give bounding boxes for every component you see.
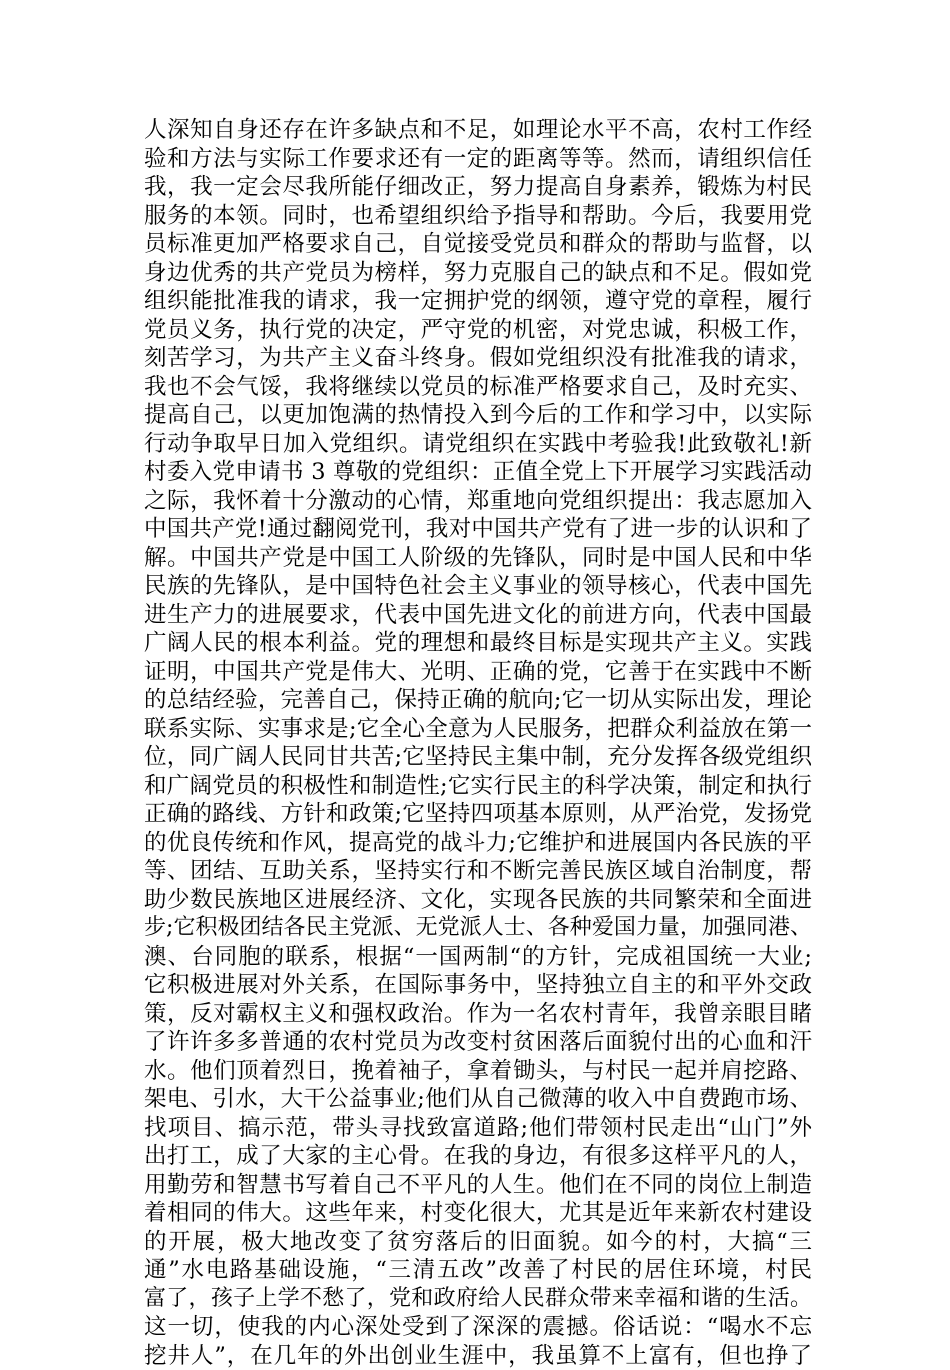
text-line: 富了，孩子上学不愁了，党和政府给人民群众带来幸福和谐的生活。	[144, 1285, 812, 1314]
text-line: 用勤劳和智慧书写着自己不平凡的人生。他们在不同的岗位上制造	[144, 1171, 812, 1200]
text-line: 着相同的伟大。这些年来，村变化很大，尤其是近年来新农村建设	[144, 1199, 812, 1228]
text-line: 证明，中国共产党是伟大、光明、正确的党，它善于在实践中不断	[144, 658, 812, 687]
text-line: 组织能批准我的请求，我一定拥护党的纲领，遵守党的章程，履行	[144, 287, 812, 316]
text-line: 服务的本领。同时，也希望组织给予指导和帮助。今后，我要用党	[144, 202, 812, 231]
text-line: 身边优秀的共产党员为榜样，努力克服自己的缺点和不足。假如党	[144, 259, 812, 288]
text-line: 联系实际、实事求是;它全心全意为人民服务，把群众利益放在第一	[144, 715, 812, 744]
text-line: 架电、引水，大干公益事业;他们从自己微薄的收入中自费跑市场、	[144, 1085, 812, 1114]
text-line: 村委入党申请书 3 尊敬的党组织：正值全党上下开展学习实践活动	[144, 458, 812, 487]
text-line: 的总结经验，完善自己，保持正确的航向;它一切从实际出发，理论	[144, 686, 812, 715]
text-line: 它积极进展对外关系，在国际事务中，坚持独立自主的和平外交政	[144, 971, 812, 1000]
text-line: 澳、台同胞的联系，根据“一国两制“的方针，完成祖国统一大业;	[144, 943, 812, 972]
text-line: 位，同广阔人民同甘共苦;它坚持民主集中制，充分发挥各级党组织	[144, 743, 812, 772]
text-line: 等、团结、互助关系，坚持实行和不断完善民族区域自治制度，帮	[144, 857, 812, 886]
text-line: 出打工，成了大家的主心骨。在我的身边，有很多这样平凡的人，	[144, 1142, 812, 1171]
text-line: 行动争取早日加入党组织。请党组织在实践中考验我!此致敬礼!新	[144, 430, 812, 459]
text-line: 提高自己，以更加饱满的热情投入到今后的工作和学习中，以实际	[144, 401, 812, 430]
text-line: 步;它积极团结各民主党派、无党派人士、各种爱国力量，加强同港、	[144, 914, 812, 943]
text-line: 刻苦学习，为共产主义奋斗终身。假如党组织没有批准我的请求，	[144, 344, 812, 373]
text-line: 挖井人”，在几年的外出创业生涯中，我虽算不上富有，但也挣了	[144, 1342, 812, 1370]
text-line: 了许许多多普通的农村党员为改变村贫困落后面貌付出的心血和汗	[144, 1028, 812, 1057]
text-line: 的优良传统和作风，提高党的战斗力;它维护和进展国内各民族的平	[144, 829, 812, 858]
text-line: 验和方法与实际工作要求还有一定的距离等等。然而，请组织信任	[144, 145, 812, 174]
text-line: 人深知自身还存在许多缺点和不足，如理论水平不高，农村工作经	[144, 116, 812, 145]
text-line: 通”水电路基础设施，“三清五改”改善了村民的居住环境，村民	[144, 1256, 812, 1285]
text-line: 之际，我怀着十分激动的心情，郑重地向党组织提出：我志愿加入	[144, 487, 812, 516]
text-line: 民族的先锋队，是中国特色社会主义事业的领导核心，代表中国先	[144, 572, 812, 601]
text-line: 员标准更加严格要求自己，自觉接受党员和群众的帮助与监督，以	[144, 230, 812, 259]
text-line: 进生产力的进展要求，代表中国先进文化的前进方向，代表中国最	[144, 601, 812, 630]
text-line: 水。他们顶着烈日，挽着袖子，拿着锄头，与村民一起并肩挖路、	[144, 1057, 812, 1086]
text-line: 我，我一定会尽我所能仔细改正，努力提高自身素养，锻炼为村民	[144, 173, 812, 202]
text-line: 党员义务，执行党的决定，严守党的机密，对党忠诚，积极工作，	[144, 316, 812, 345]
text-line: 助少数民族地区进展经济、文化，实现各民族的共同繁荣和全面进	[144, 886, 812, 915]
document-body	[144, 116, 812, 1370]
text-line: 我也不会气馁，我将继续以党员的标准严格要求自己，及时充实、	[144, 373, 812, 402]
text-line: 中国共产党!通过翻阅党刊，我对中国共产党有了进一步的认识和了	[144, 515, 812, 544]
text-line: 广阔人民的根本利益。党的理想和最终目标是实现共产主义。实践	[144, 629, 812, 658]
text-line: 解。中国共产党是中国工人阶级的先锋队，同时是中国人民和中华	[144, 544, 812, 573]
text-line: 策，反对霸权主义和强权政治。作为一名农村青年，我曾亲眼目睹	[144, 1000, 812, 1029]
text-line: 正确的路线、方针和政策;它坚持四项基本原则，从严治党，发扬党	[144, 800, 812, 829]
text-line: 找项目、搞示范，带头寻找致富道路;他们带领村民走出“山门”外	[144, 1114, 812, 1143]
text-line: 这一切，使我的内心深处受到了深深的震撼。俗话说：“喝水不忘	[144, 1313, 812, 1342]
text-line: 和广阔党员的积极性和制造性;它实行民主的科学决策，制定和执行	[144, 772, 812, 801]
text-line: 的开展，极大地改变了贫穷落后的旧面貌。如今的村，大搞“三	[144, 1228, 812, 1257]
